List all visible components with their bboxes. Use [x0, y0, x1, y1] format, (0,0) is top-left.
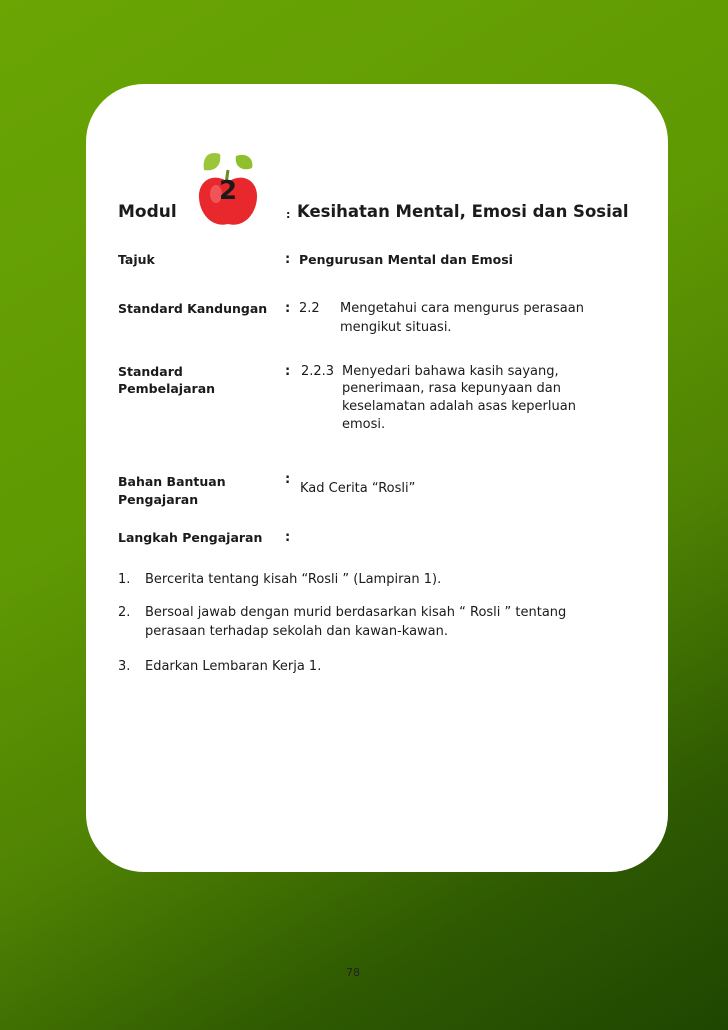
page-number: 78 — [346, 966, 360, 979]
module-title: Kesihatan Mental, Emosi dan Sosial — [297, 202, 629, 221]
apple-icon — [196, 150, 260, 228]
step-2-text-line1: Bersoal jawab dengan murid berdasarkan kisah “ Rosli ” tentang — [145, 605, 567, 620]
standard-pembelajaran-line1: Menyedari bahawa kasih sayang, — [342, 364, 559, 379]
step-3-number: 3. — [118, 659, 131, 674]
standard-pembelajaran-colon: : — [285, 364, 291, 379]
tajuk-colon: : — [285, 252, 291, 267]
step-2-text-line2: perasaan terhadap sekolah dan kawan-kawan. — [145, 624, 449, 639]
standard-pembelajaran-line3: keselamatan adalah asas keperluan — [342, 399, 576, 414]
content-card — [86, 84, 668, 872]
langkah-label: Langkah Pengajaran — [118, 530, 263, 545]
standard-pembelajaran-code: 2.2.3 — [301, 364, 335, 379]
bahan-bantuan-label-2: Pengajaran — [118, 492, 199, 507]
module-colon: : — [286, 208, 291, 221]
standard-pembelajaran-line4: emosi. — [342, 417, 386, 432]
module-label: Modul — [118, 202, 177, 222]
langkah-colon: : — [285, 530, 291, 545]
step-3-text: Edarkan Lembaran Kerja 1. — [145, 659, 322, 674]
standard-kandungan-colon: : — [285, 301, 291, 316]
tajuk-value: Pengurusan Mental dan Emosi — [299, 252, 513, 267]
standard-pembelajaran-label-1: Standard — [118, 364, 183, 379]
bahan-bantuan-label-1: Bahan Bantuan — [118, 474, 226, 489]
bahan-bantuan-value: Kad Cerita “Rosli” — [300, 481, 416, 496]
bahan-bantuan-colon: : — [285, 472, 291, 487]
module-number: 2 — [218, 176, 238, 206]
step-2-number: 2. — [118, 605, 131, 620]
tajuk-label: Tajuk — [118, 252, 155, 267]
step-1-text: Bercerita tentang kisah “Rosli ” (Lampiran 1). — [145, 572, 442, 587]
standard-pembelajaran-label-2: Pembelajaran — [118, 381, 216, 396]
step-1-number: 1. — [118, 572, 131, 587]
standard-kandungan-line1: Mengetahui cara mengurus perasaan — [340, 301, 584, 316]
standard-kandungan-code: 2.2 — [299, 301, 320, 316]
standard-pembelajaran-line2: penerimaan, rasa kepunyaan dan — [342, 381, 561, 396]
standard-kandungan-label: Standard Kandungan — [118, 301, 268, 316]
standard-kandungan-line2: mengikut situasi. — [340, 320, 452, 335]
